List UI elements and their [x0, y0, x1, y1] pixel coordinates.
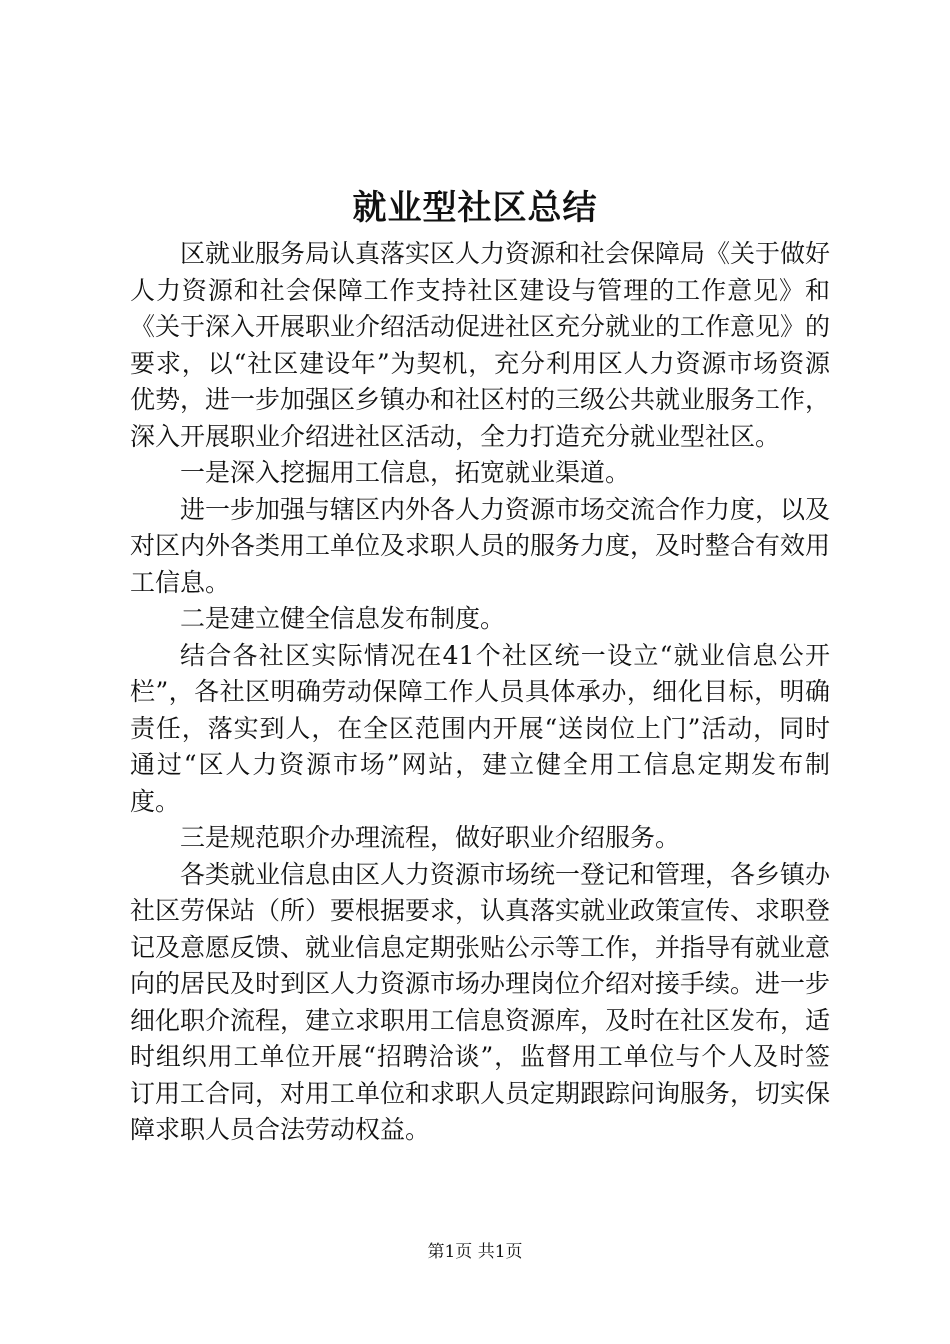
section-heading-3: 三是规范职介办理流程，做好职业介绍服务。: [180, 823, 681, 852]
section-heading-2: 二是建立健全信息发布制度。: [180, 604, 506, 633]
paragraph-intro: 区就业服务局认真落实区人力资源和社会保障局《关于做好人力资源和社会保障工作支持社区建设与管理的工作意见》和《关于深入开展职业介绍活动促进社区充分就业的工作意见》的要求，以“社区建设年”为契机，充分利用区人力资源市场资源优势，进一步加强区乡镇办和社区村的三级公共就业服务工作，深入开展职业介绍进社区活动，全力打造充分就业型社区。: [130, 239, 831, 451]
paragraph-2: 结合各社区实际情况在41个社区统一设立“就业信息公开栏”，各社区明确劳动保障工作人员具体承办，细化目标，明确责任，落实到人，在全区范围内开展“送岗位上门”活动，同时通过“区人力资源市场”网站，建立健全用工信息定期发布制度。: [130, 640, 830, 816]
paragraph-1: 进一步加强与辖区内外各人力资源市场交流合作力度，以及对区内外各类用工单位及求职人员的服务力度，及时整合有效用工信息。: [130, 494, 831, 597]
paragraph-3: 各类就业信息由区人力资源市场统一登记和管理，各乡镇办社区劳保站（所）要根据要求，认真落实就业政策宣传、求职登记及意愿反馈、就业信息定期张贴公示等工作，并指导有就业意向的居民及时到区人力资源市场办理岗位介绍对接手续。进一步细化职介流程，建立求职用工信息资源库，及时在社区发布，适时组织用工单位开展“招聘洽谈”，监督用工单位与个人及时签订用工合同，对用工单位和求职人员定期跟踪问询服务，切实保障求职人员合法劳动权益。: [130, 859, 831, 1144]
document-body: [130, 236, 830, 1149]
page-footer: 第1页 共1页: [427, 1242, 523, 1262]
document-title: 就业型社区总结: [352, 188, 598, 228]
section-heading-1: 一是深入挖掘用工信息，拓宽就业渠道。: [180, 458, 631, 487]
